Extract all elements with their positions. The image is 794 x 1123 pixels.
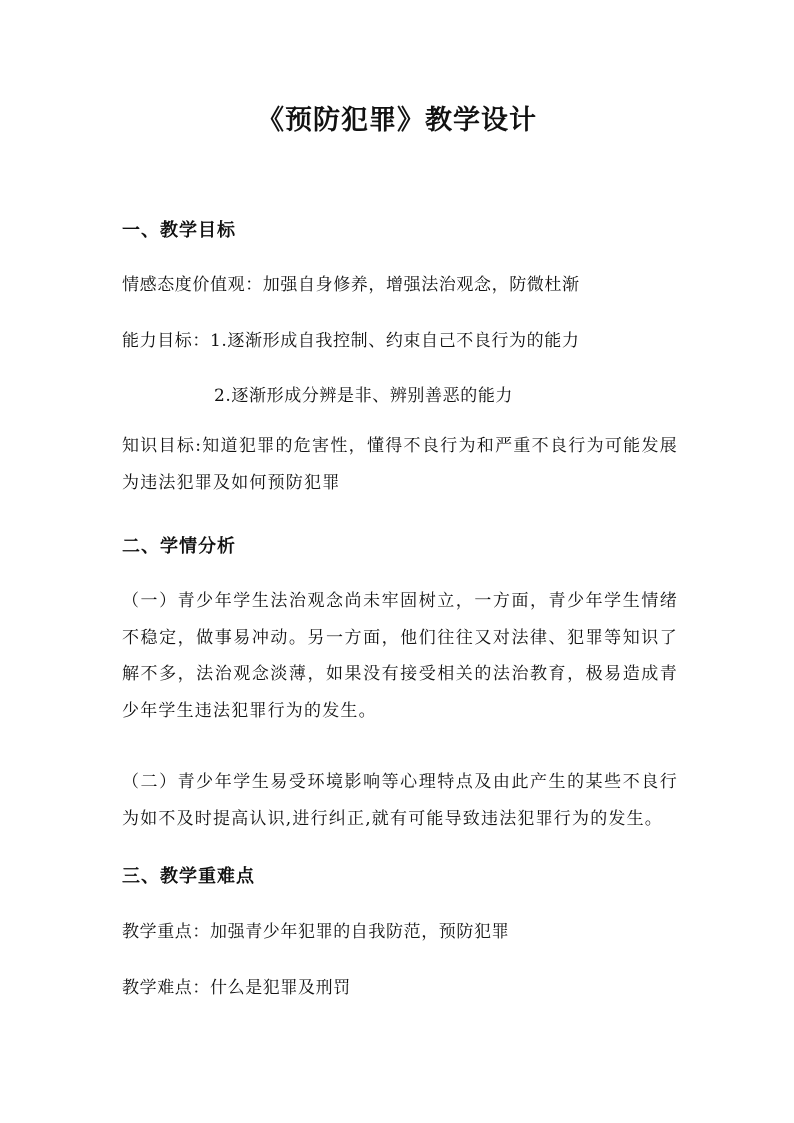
ability-objective-1: 能力目标：1.逐渐形成自我控制、约束自己不良行为的能力 bbox=[122, 331, 580, 351]
section-heading-key-points: 三、教学重难点 bbox=[122, 866, 255, 887]
difficult-point: 教学难点：什么是犯罪及刑罚 bbox=[122, 978, 351, 998]
analysis-paragraph-1: （一）青少年学生法治观念尚未牢固树立，一方面，青少年学生情绪不稳定，做事易冲动。另一方面，他们往往又对法律、犯罪等知识了解不多，法治观念淡薄，如果没有接受相关的法治教育，极易造成青少年学生违法犯罪行为的发生。 bbox=[122, 591, 678, 721]
emotion-objective: 情感态度价值观：加强自身修养，增强法治观念，防微杜渐 bbox=[122, 275, 580, 295]
document-title: 《预防犯罪》教学设计 bbox=[257, 105, 537, 136]
section-heading-objectives: 一、教学目标 bbox=[122, 220, 236, 241]
analysis-paragraph-2: （二）青少年学生易受环境影响等心理特点及由此产生的某些不良行为如不及时提高认识,进行纠正,就有可能导致违法犯罪行为的发生。 bbox=[122, 772, 678, 829]
knowledge-objective: 知识目标:知道犯罪的危害性，懂得不良行为和严重不良行为可能发展为违法犯罪及如何预防犯罪 bbox=[122, 436, 678, 493]
ability-objective-2: 2.逐渐形成分辨是非、辨别善恶的能力 bbox=[214, 386, 514, 406]
key-point: 教学重点：加强青少年犯罪的自我防范，预防犯罪 bbox=[122, 922, 510, 942]
section-heading-analysis: 二、学情分析 bbox=[122, 536, 236, 557]
